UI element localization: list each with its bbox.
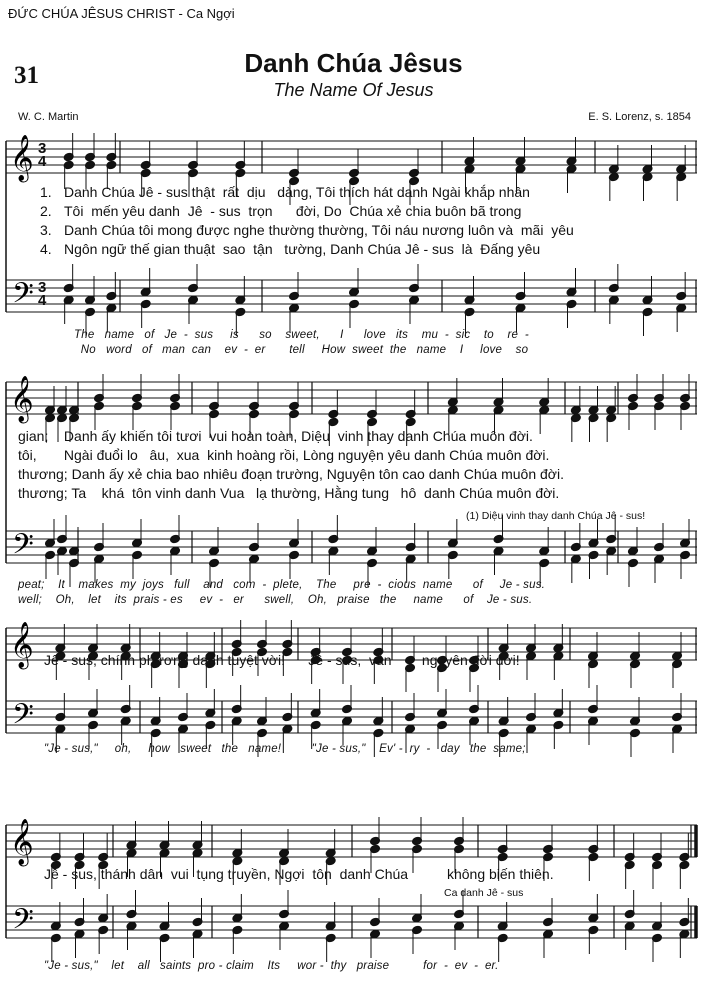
verse-4-continuation: thương; Ta khá tôn vinh danh Vua lạ thường, Hằng tung hô danh Chúa muôn đời. <box>18 485 560 501</box>
bass-clef: 𝄢 <box>12 528 34 568</box>
verse-1-line: Danh Chúa Jê - sus thật rất dịu dàng, Tôi thích hát danh Ngài khắp nhân <box>64 184 530 200</box>
bass-clef: 𝄢 <box>12 903 34 943</box>
hymn-number: 31 <box>14 62 39 89</box>
treble-clef: 𝄞 <box>10 819 34 865</box>
treble-clef: 𝄞 <box>10 135 34 181</box>
chorus-line-1: Jê - sus, chính phương danh tuyệt vời! Jê - sus, vẫn y nguyên đời đời! <box>44 652 520 668</box>
verse-3-line: Danh Chúa tôi mong được nghe thường thường, Tôi náu nương luôn và mãi yêu <box>64 222 574 238</box>
verse-4-line: Ngôn ngữ thế gian thuật sao tận tường, Danh Chúa Jê - sus là Đấng yêu <box>64 241 541 257</box>
time-signature-treble: 3 4 <box>38 140 47 170</box>
english-line-4: well; Oh, let its prais - es ev - er swell, Oh, praise the name of Je - sus. <box>18 594 533 606</box>
bass-cue-text: Ca danh Jê - sus <box>444 887 524 899</box>
page-header: ĐỨC CHÚA JÊSUS CHRIST - Ca Ngợi <box>8 6 235 21</box>
composer: E. S. Lorenz, s. 1854 <box>588 111 691 123</box>
verse-2-line: Tôi mến yêu danh Jê - sus trọn đời, Do Chúa xẻ chia buôn bã trong <box>64 203 522 219</box>
verse-4-number: 4. <box>40 241 52 257</box>
english-chorus-line-2: "Je - sus," let all saints pro - claim Its wor - thy praise for - ev - er. <box>44 960 499 972</box>
lyricist: W. C. Martin <box>18 111 79 123</box>
hymn-title: Danh Chúa Jêsus <box>244 48 463 78</box>
treble-clef: 𝄞 <box>10 622 34 668</box>
verse-2-number: 2. <box>40 203 52 219</box>
verse-3-continuation: thương; Danh ấy xẻ chia bao nhiêu đoạn trường, Nguyện tôn cao danh Chúa muôn đời. <box>18 466 564 482</box>
hymn-subtitle: The Name Of Jesus <box>273 80 434 100</box>
chorus-line-2: Jê - sus, thánh dân vui tụng truyền, Ngợi tôn danh Chúa không biến thiên. <box>44 866 554 882</box>
verse-1-number: 1. <box>40 184 52 200</box>
verse-2-continuation: tôi, Ngài đuổi lo âu, xua kinh hoàng rồi, Lòng nguyện yêu danh Chúa muôn đời. <box>18 447 550 463</box>
verse-3-number: 3. <box>40 222 52 238</box>
english-line-3: peat; It makes my joys full and com - plete, The pre - cious name of Je - sus. <box>18 579 546 591</box>
treble-clef: 𝄞 <box>10 376 34 422</box>
bass-clef: 𝄢 <box>12 277 34 317</box>
verse-1-continuation: gian; Danh ấy khiến tôi tươi vui hoàn toàn, Diệu vinh thay danh Chúa muôn đời. <box>18 428 533 444</box>
time-signature-bass: 3 4 <box>38 279 47 309</box>
footnote-alternate-lyric: (1) Diệu vinh thay danh Chúa Jê - sus! <box>466 510 646 522</box>
english-line-1: The name of Je - sus is so sweet, I love its mu - sic to re - <box>74 329 529 341</box>
bass-clef: 𝄢 <box>12 698 34 738</box>
english-chorus-line-1: "Je - sus," oh, how sweet the name! "Je - sus," Ev' - ry - day the same; <box>44 743 526 755</box>
english-line-2: No word of man can ev - er tell How sweet the name I love so <box>74 344 529 356</box>
